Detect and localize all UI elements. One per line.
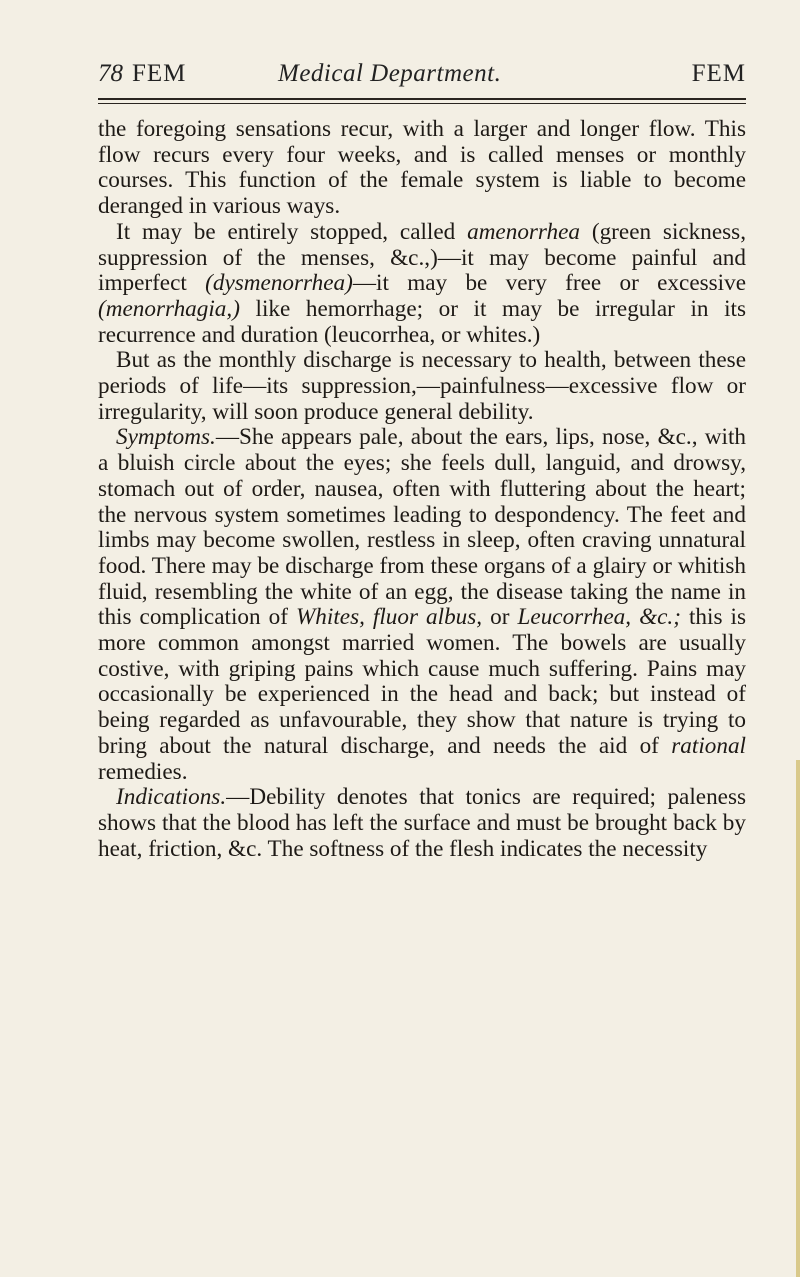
paragraph-text: this is more common amongst married women. The bowels are usually costive, with griping pains which cause much suffering. Pains may occasionally be experienced in the head and back; but instead of being regarded as unfavourable, they show that nature is trying to bring about the natural discharge, and needs the aid of [98, 604, 746, 759]
paragraph-text: —She appears pale, about the ears, lips, nose, &c., with a bluish circle about the eyes; she feels dull, languid, and drowsy, stomach out of order, nausea, often with fluttering about the heart; the nervous system sometimes leading to despondency. The feet and limbs may become swollen, restless in sleep, often craving unnatural food. There may be discharge from these organs of a glairy or whitish fluid, resembling the white of an egg, the disease taking the name in this complication of [98, 424, 746, 631]
body-text [98, 117, 746, 862]
page-edge-stain [796, 760, 800, 1277]
header-right-word: FEM [691, 60, 746, 87]
header-rule-thick [98, 98, 746, 100]
term-amenorrhea: amenorrhea [467, 218, 581, 245]
running-header [98, 60, 746, 90]
paragraph-text: (green sickness, suppression of the menses, &c.,)—it may become painful and imperfect [98, 218, 746, 297]
paragraph-continuation: the foregoing sensations recur, with a larger and longer flow. This flow recurs every four weeks, and is called menses or monthly courses. This function of the female system is liable to become deranged in various ways. [98, 116, 746, 220]
paragraph-text: —it may be very free or excessive [352, 270, 746, 297]
term-dysmenorrhea: (dysmenorrhea) [205, 270, 353, 297]
header-rule-thin [98, 103, 746, 104]
paragraph-text: or [482, 604, 518, 631]
paragraph-text: like hemorrhage; or it may be irregular in its recurrence and duration (leucorrhea, or whites.) [98, 295, 746, 348]
term-leucorrhea: Leucorrhea, &c.; [517, 604, 681, 631]
term-whites: Whites, fluor albus, [295, 604, 483, 631]
paragraph-text: —Debility denotes that tonics are required; paleness shows that the blood has left the surface and must be brought back by heat, friction, &c. The softness of the flesh indicates the necessity [98, 784, 746, 862]
paragraph-derangements [98, 220, 746, 349]
paragraph-indications [98, 785, 746, 862]
term-rational: rational [671, 732, 746, 759]
header-left-word: FEM [132, 60, 187, 87]
paragraph-symptoms [98, 425, 746, 785]
section-heading-symptoms: Symptoms. [116, 424, 216, 451]
header-title: Medical Department. [278, 60, 502, 87]
paragraph-text: It may be entirely stopped, called [116, 218, 468, 245]
paragraph-text: remedies. [98, 758, 188, 785]
page-number: 78 [98, 60, 123, 87]
term-menorrhagia: (menorrhagia,) [98, 295, 240, 322]
section-heading-indications: Indications. [116, 784, 227, 811]
paragraph-debility: But as the monthly discharge is necessary to health, between these periods of life—its suppression,—painfulness—excessive flow or irregularity, will soon produce general debility. [98, 347, 746, 425]
